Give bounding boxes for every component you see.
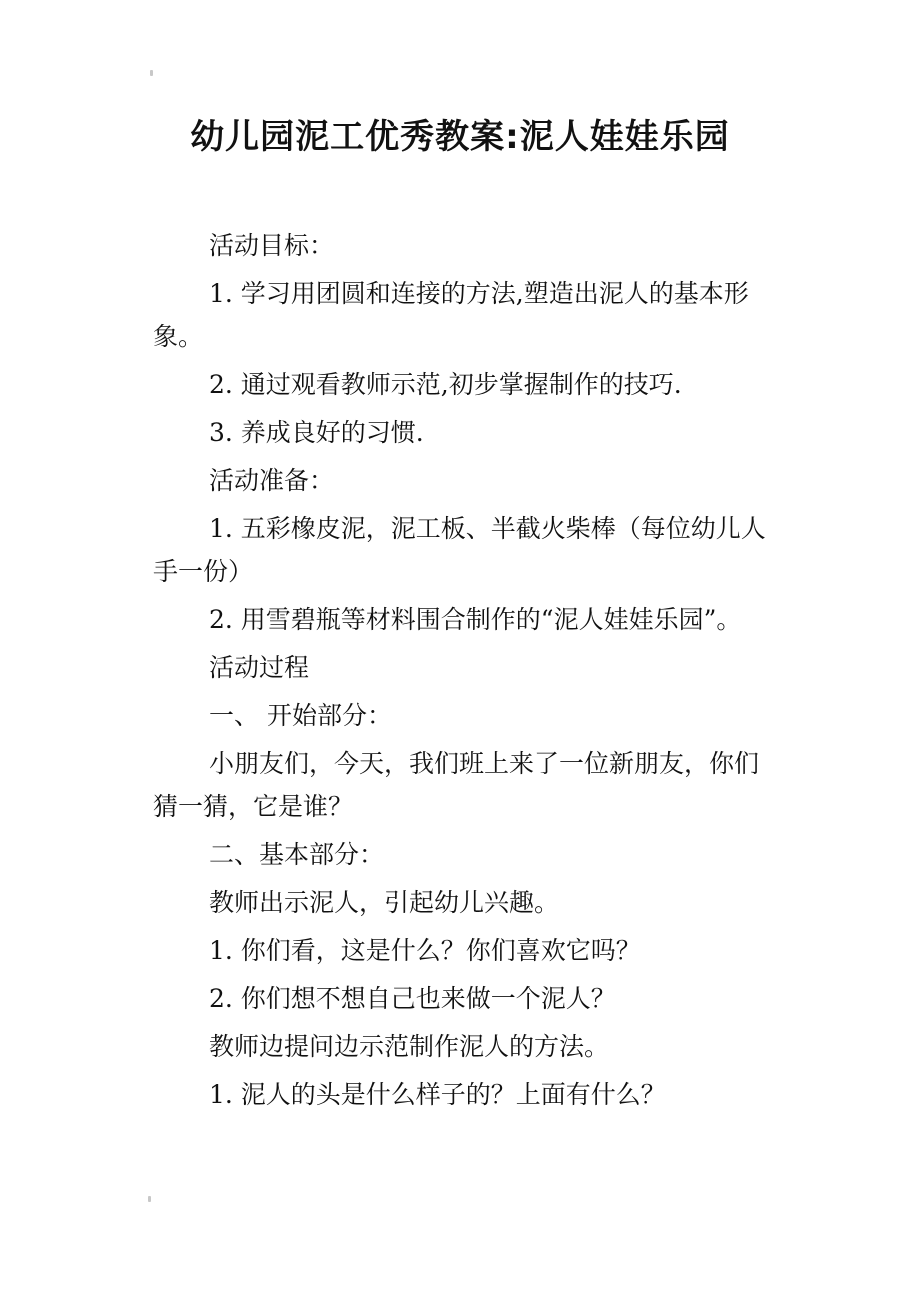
paragraph: 活动过程 xyxy=(209,653,310,682)
paragraph: 2. 你们想不想自己也来做一个泥人？ xyxy=(209,984,616,1013)
paragraph: 3. 养成良好的习惯. xyxy=(209,418,424,447)
paragraph: 教师边提问边示范制作泥人的方法。 xyxy=(209,1032,610,1061)
paragraph: 1. 你们看，这是什么？你们喜欢它吗？ xyxy=(209,936,641,965)
document-body xyxy=(153,224,773,1121)
paragraph: 1. 泥人的头是什么样子的？上面有什么？ xyxy=(209,1080,666,1109)
paragraph: 活动目标： xyxy=(209,231,335,260)
paragraph: 教师出示泥人，引起幼儿兴趣。 xyxy=(209,888,560,917)
scan-mark xyxy=(150,70,153,76)
paragraph: 一、 开始部分： xyxy=(209,701,392,730)
paragraph: 小朋友们，今天，我们班上来了一位新朋友，你们猜一猜，它是谁？ xyxy=(153,749,760,821)
paragraph: 活动准备： xyxy=(209,466,335,495)
paragraph: 2. 通过观看教师示范,初步掌握制作的技巧. xyxy=(209,370,682,399)
paragraph: 1. 学习用团圆和连接的方法,塑造出泥人的基本形象。 xyxy=(153,279,749,351)
paragraph: 1. 五彩橡皮泥，泥工板、半截火柴棒（每位幼儿人手一份） xyxy=(153,514,766,586)
scan-mark xyxy=(148,1196,151,1202)
paragraph: 2. 用雪碧瓶等材料围合制作的“泥人娃娃乐园”。 xyxy=(209,605,742,634)
document-title: 幼儿园泥工优秀教案:泥人娃娃乐园 xyxy=(190,117,730,157)
paragraph: 二、基本部分： xyxy=(209,840,385,869)
